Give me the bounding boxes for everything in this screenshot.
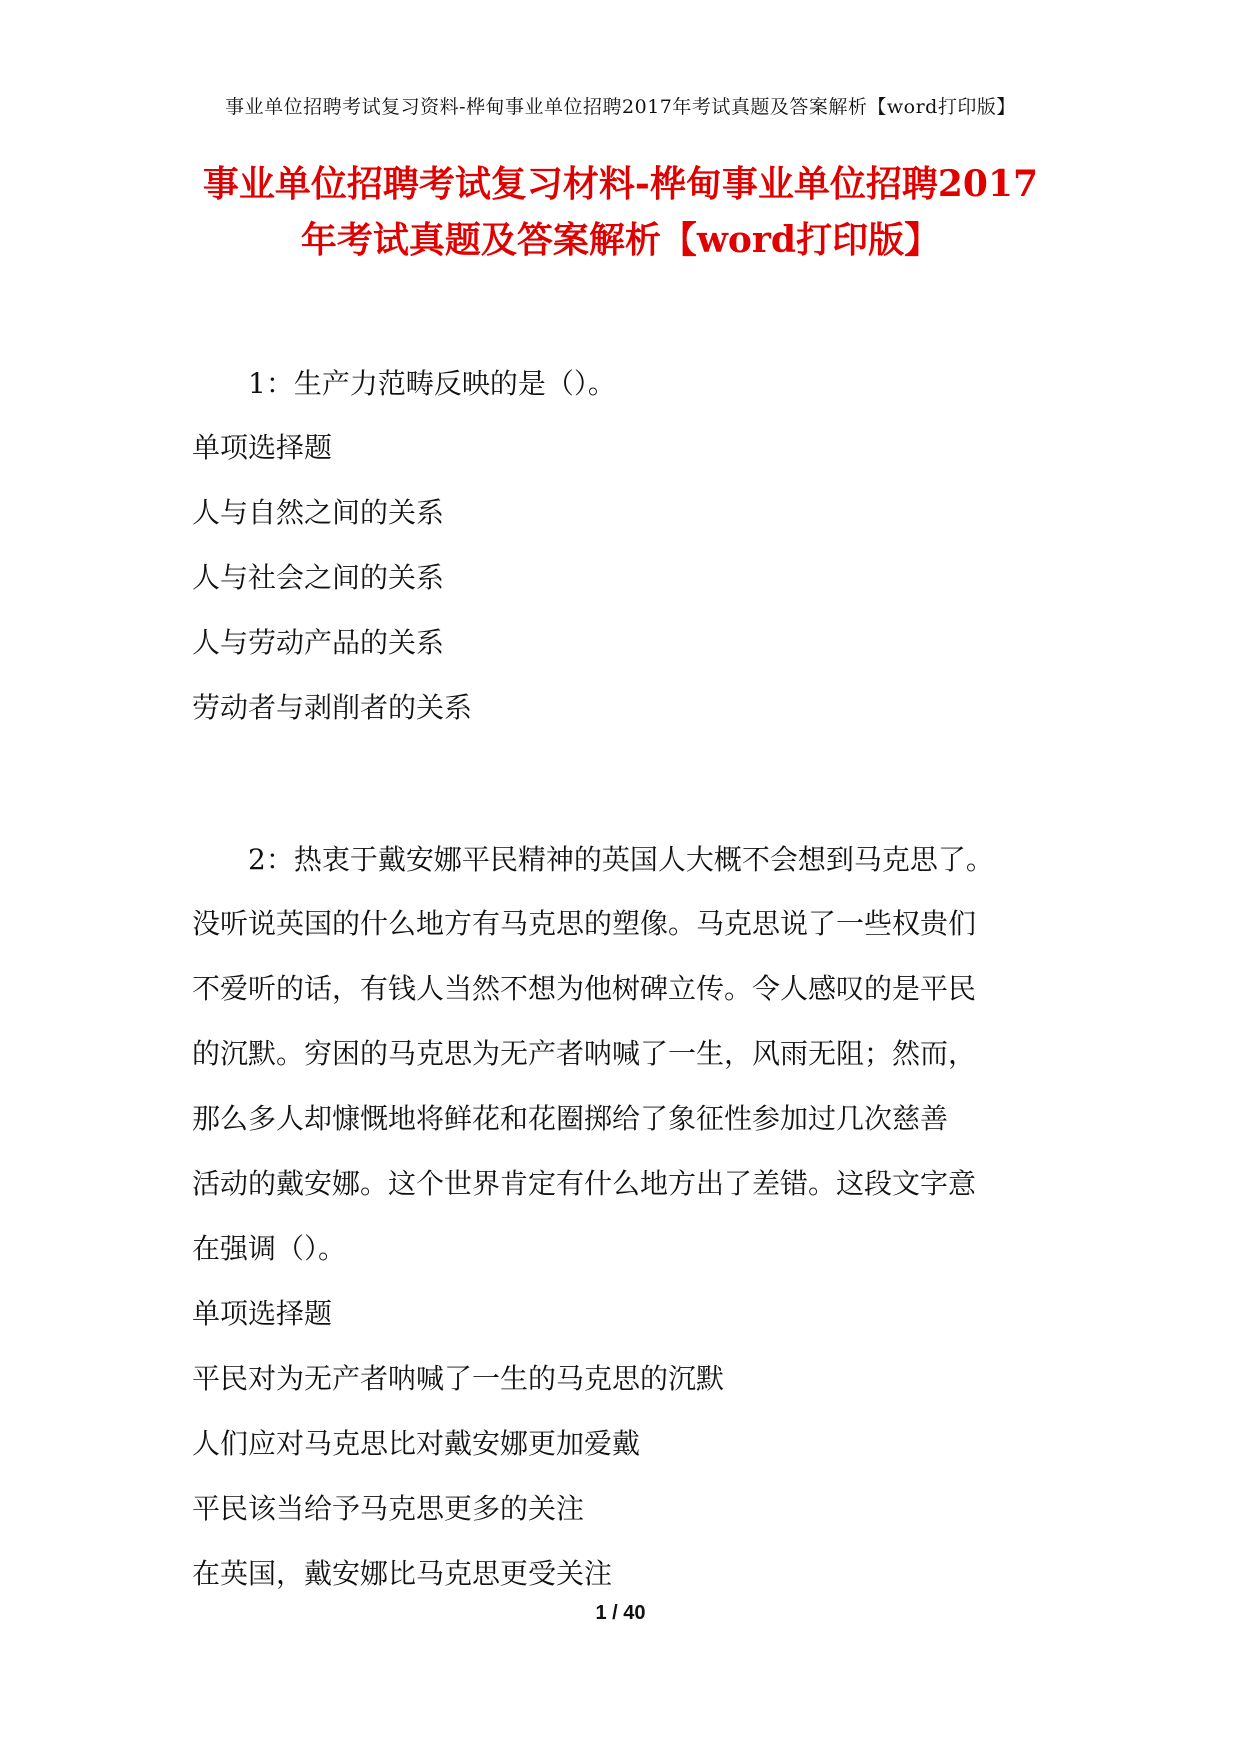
page-number: 1 / 40 [595, 1602, 646, 1624]
question-stem-line: 不爱听的话，有钱人当然不想为他树碑立传。令人感叹的是平民 [192, 972, 977, 1005]
running-header: 事业单位招聘考试复习资料-桦甸事业单位招聘2017年考试真题及答案解析【word打印版】 [225, 96, 1016, 118]
answer-option: 平民该当给予马克思更多的关注 [192, 1492, 585, 1525]
answer-option: 人与劳动产品的关系 [192, 626, 445, 659]
answer-option: 人与自然之间的关系 [192, 496, 445, 529]
document-title-line-2: 年考试真题及答案解析【word打印版】 [300, 219, 941, 261]
question-stem-line: 活动的戴安娜。这个世界肯定有什么地方出了差错。这段文字意 [192, 1167, 977, 1200]
answer-option: 劳动者与剥削者的关系 [192, 691, 473, 724]
answer-option: 人与社会之间的关系 [192, 561, 445, 594]
answer-option: 平民对为无产者呐喊了一生的马克思的沉默 [192, 1362, 725, 1395]
question-2 [192, 828, 1072, 1606]
document-title-line-1: 事业单位招聘考试复习材料-桦甸事业单位招聘2017 [202, 163, 1039, 205]
question-stem-line: 在强调（）。 [192, 1232, 347, 1265]
question-list [192, 352, 1072, 1606]
question-stem-line: 的沉默。穷困的马克思为无产者呐喊了一生，风雨无阻；然而， [192, 1037, 977, 1070]
question-stem-line: 2：热衷于戴安娜平民精神的英国人大概不会想到马克思了。 [248, 843, 994, 876]
question-spacer [192, 740, 1072, 828]
document-title [150, 156, 1091, 268]
question-stem: 1：生产力范畴反映的是（）。 [248, 367, 616, 400]
question-type: 单项选择题 [192, 1297, 333, 1330]
question-type: 单项选择题 [192, 431, 333, 464]
question-stem-line: 没听说英国的什么地方有马克思的塑像。马克思说了一些权贵们 [192, 907, 977, 940]
question-1 [192, 352, 1072, 740]
question-stem-line: 那么多人却慷慨地将鲜花和花圈掷给了象征性参加过几次慈善 [192, 1102, 949, 1135]
answer-option: 在英国，戴安娜比马克思更受关注 [192, 1557, 613, 1590]
answer-option: 人们应对马克思比对戴安娜更加爱戴 [192, 1427, 641, 1460]
